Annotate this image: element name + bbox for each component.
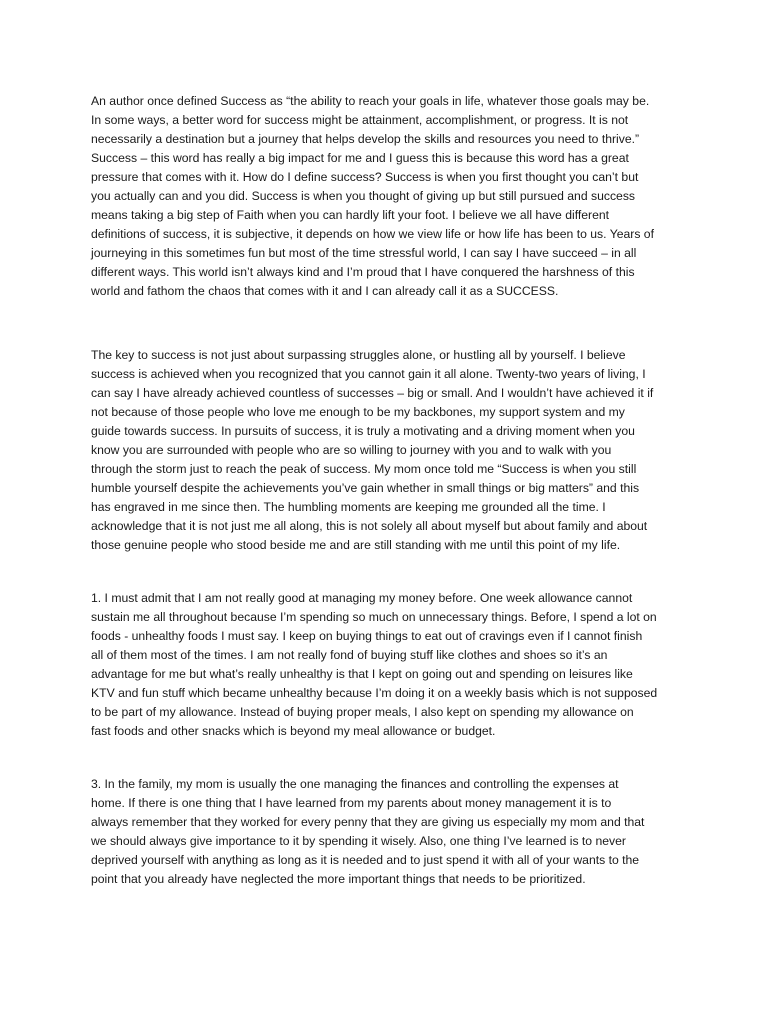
paragraph-money-management-1: 1. I must admit that I am not really good at managing my money before. One week allowance cannot sustain me all throughout because I’m spending so much on unnecessary things. Before, I spend a lot on foods - unhealthy foods I must say. I keep on buying things to eat out of cravings even if I cannot finish all of them most of the times. I am not really fond of buying stuff like clothes and shoes so it’s an advantage for me but what’s really unhealthy is that I kept on going out and spending on leisures like KTV and fun stuff which became unhealthy because I’m doing it on a weekly basis which is not supposed to be part of my allowance. Instead of buying proper meals, I also kept on spending my allowance on fast foods and other snacks which is beyond my meal allowance or budget.	[91, 591, 658, 738]
document-body	[91, 92, 677, 889]
paragraph-key-to-success: The key to success is not just about surpassing struggles alone, or hustling all by yourself. I believe success is achieved when you recognized that you cannot gain it all alone. Twenty-two years of living, I can say I have already achieved countless of successes – big or small. And I wouldn’t have achieved it if not because of those people who love me enough to be my backbones, my support system and my guide towards success. In pursuits of success, it is truly a motivating and a driving moment when you know you are surrounded with people who are so willing to journey with you and to walk with you through the storm just to reach the peak of success. My mom once told me “Success is when you still humble yourself despite the achievements you’ve gain whether in small things or big matters” and this has engraved in me since then. The humbling moments are keeping me grounded all the time. I acknowledge that it is not just me all along, this is not solely all about myself but about family and about those genuine people who stood beside me and are still standing with me until this point of my life.	[91, 348, 654, 552]
paragraph-success-definition: An author once defined Success as “the ability to reach your goals in life, whatever those goals may be. In some ways, a better word for success might be attainment, accomplishment, or progress. It is not necessarily a destination but a journey that helps develop the skills and resources you need to thrive.” Success – this word has really a big impact for me and I guess this is because this word has a great pressure that comes with it. How do I define success? Success is when you first thought you can’t but you actually can and you did. Success is when you thought of giving up but still pursued and success means taking a big step of Faith when you can hardly lift your foot. I believe we all have different definitions of success, it is subjective, it depends on how we view life or how life has been to us. Years of journeying in this sometimes fun but most of the time stressful world, I can say I have succeed – in all different ways. This world isn’t always kind and I’m proud that I have conquered the harshness of this world and fathom the chaos that comes with it and I can already call it as a SUCCESS.	[91, 94, 654, 298]
paragraph-family-finances-3: 3. In the family, my mom is usually the one managing the finances and controlling the expenses at home. If there is one thing that I have learned from my parents about money management it is to always remember that they worked for every penny that they are giving us especially my mom and that we should always give importance to it by spending it wisely. Also, one thing I’ve learned is to never deprived yourself with anything as long as it is needed and to just spend it with all of your wants to the point that you already have neglected the more important things that needs to be prioritized.	[91, 777, 645, 886]
